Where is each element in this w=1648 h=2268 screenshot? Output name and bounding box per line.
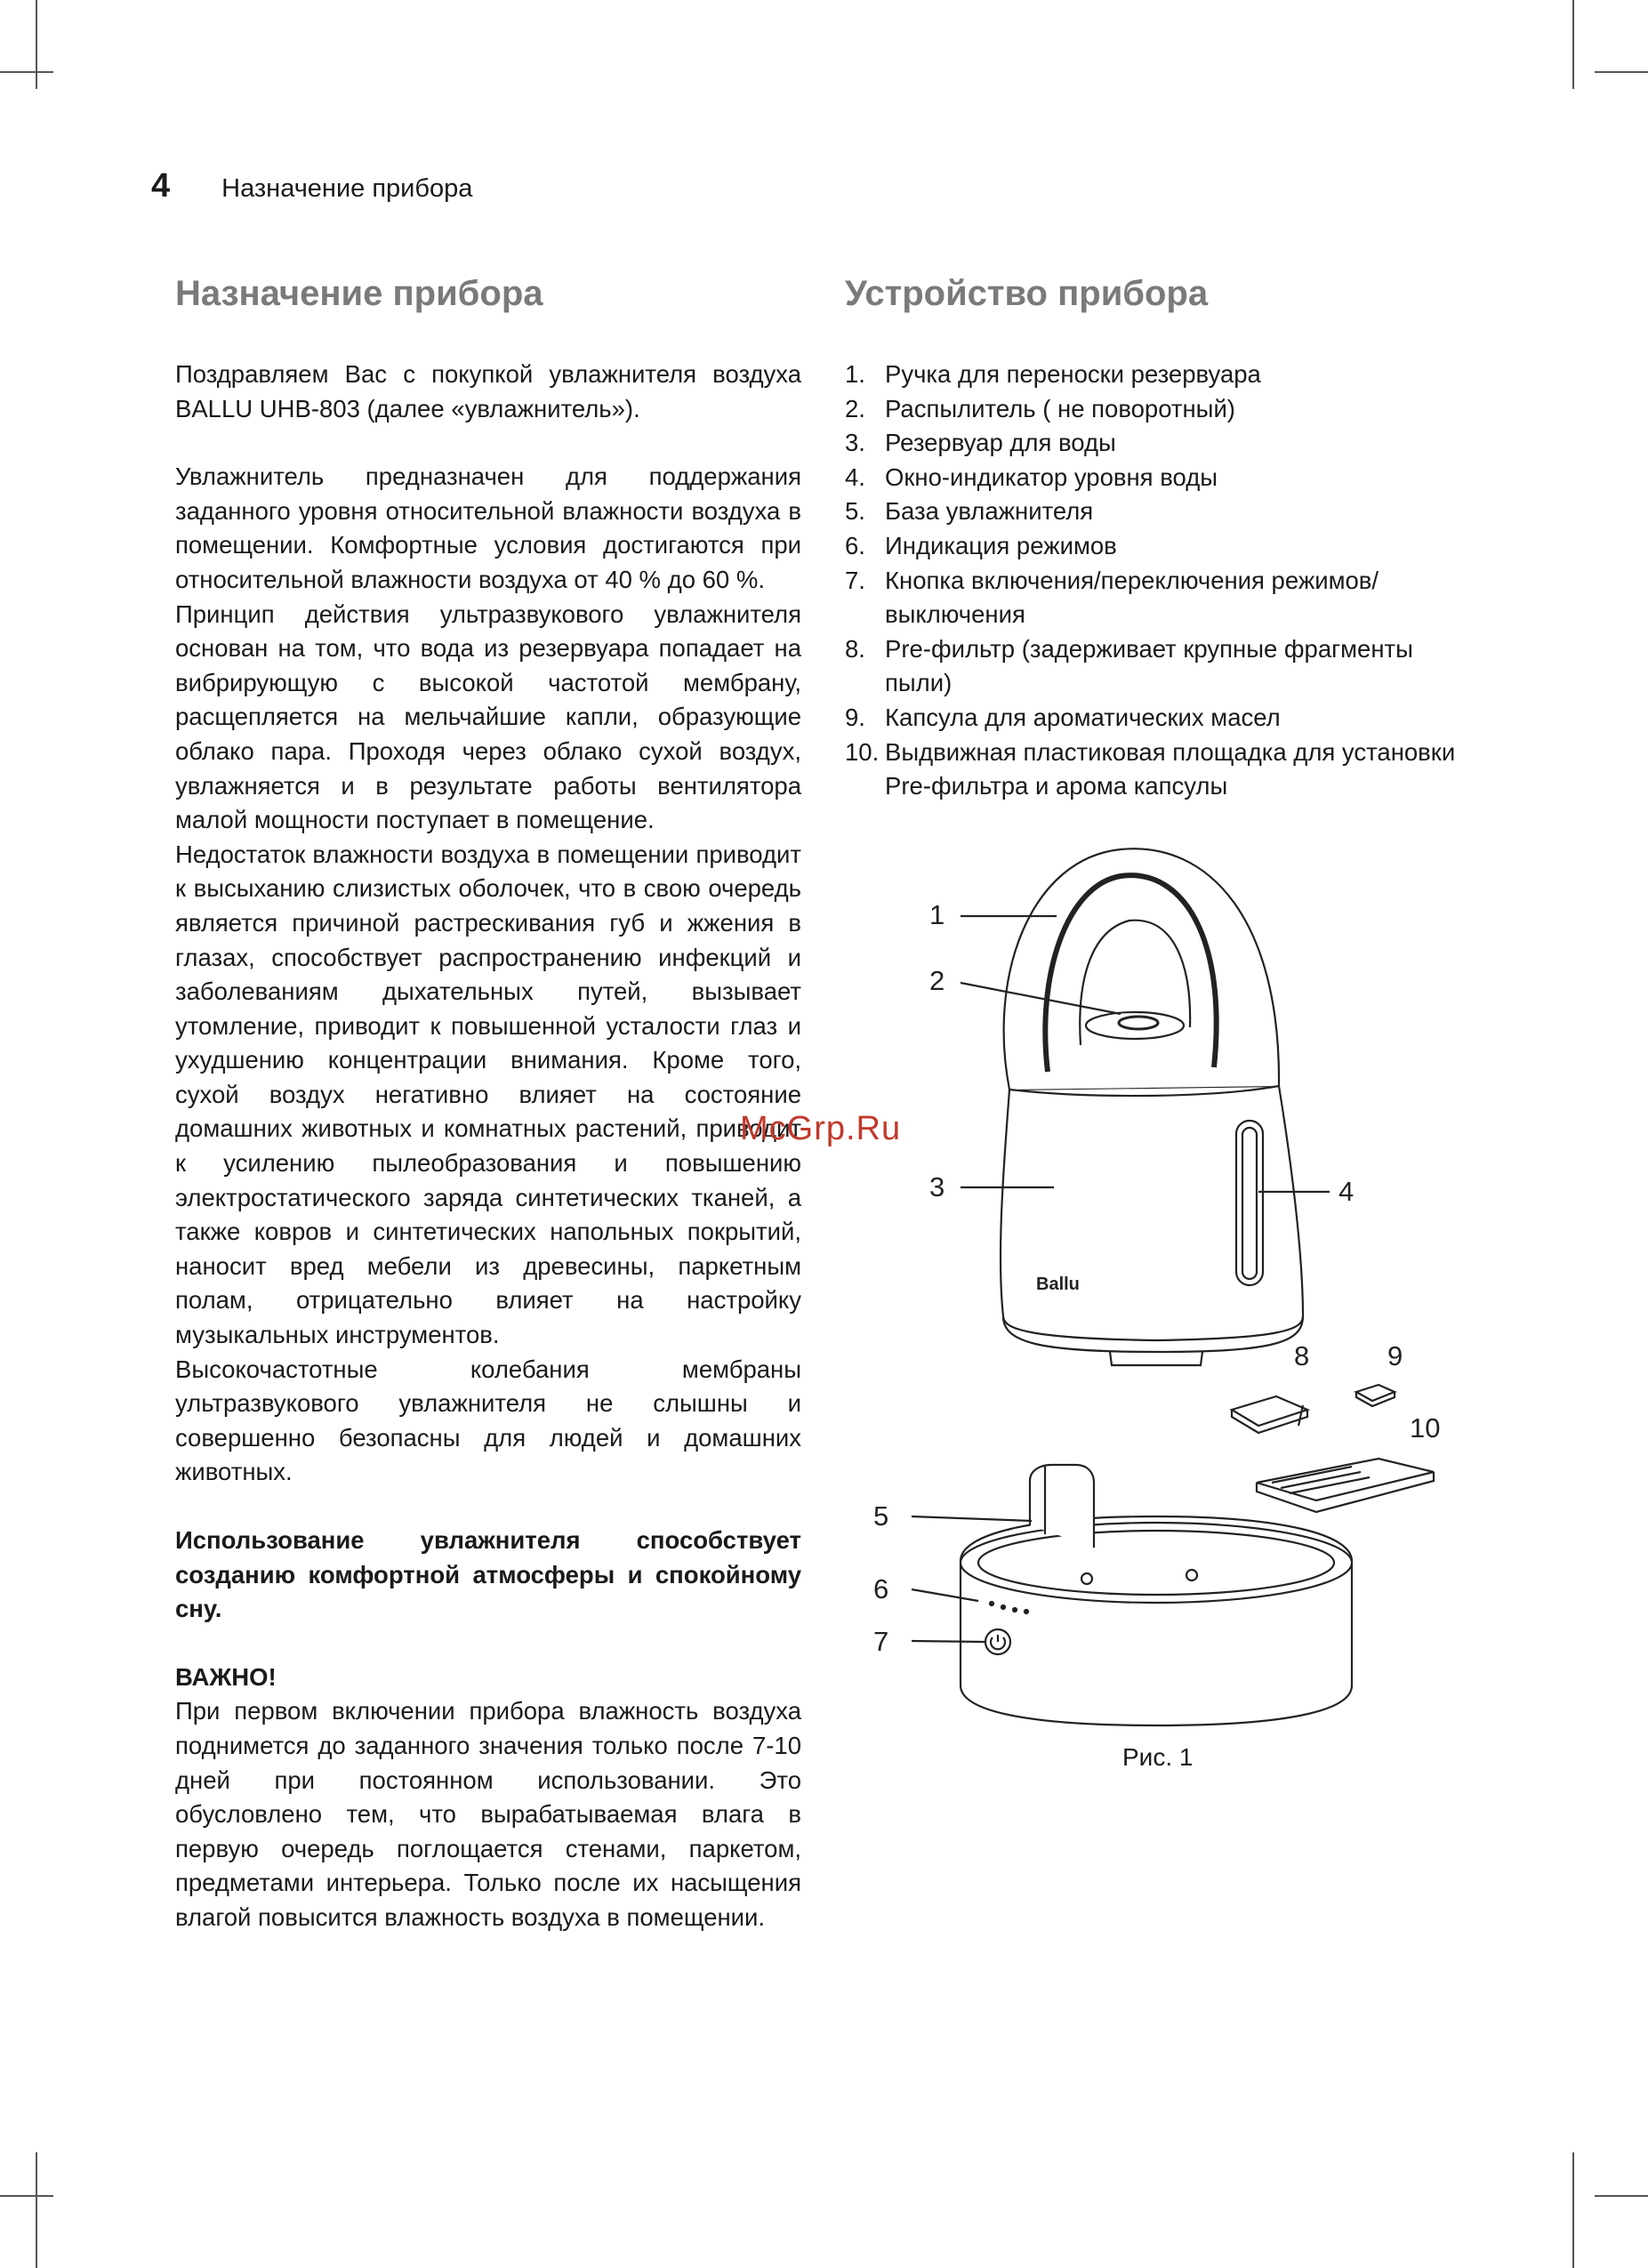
callout-label: 7: [873, 1626, 889, 1657]
list-item: 7. Кнопка включения/переключения режимов/ выключения: [845, 566, 1379, 629]
crop-mark: [36, 2152, 37, 2268]
paragraph-safety: Высокочастотные колебания мембраны ультразвукового увлажнителя не слышны и совершенно безопасны для людей и домашних животных.: [175, 1355, 801, 1486]
crop-mark: [1595, 2195, 1648, 2197]
callout-label: 4: [1338, 1176, 1355, 1207]
left-column: [175, 267, 801, 1935]
list-item: 5. База увлажнителя: [845, 497, 1094, 526]
device-figure: [854, 832, 1476, 1801]
callout-label: 8: [1294, 1340, 1310, 1371]
callout-label: 3: [929, 1171, 945, 1202]
list-item: 2. Распылитель ( не поворотный): [845, 394, 1235, 422]
brand-logo: Ballu: [1036, 1275, 1080, 1294]
crop-mark: [1572, 2152, 1574, 2268]
list-item: 1. Ручка для переноски резервуара: [845, 360, 1261, 388]
paragraph-principle: Принцип действия ультразвукового увлажнителя основан на том, что вода из резервуара попадает на вибрирующую с высокой частотой мембрану, расщепляется на мельчайшие капли, образующие облако пара. Проходя через облако сухой воздух, увлажняется и в результате работы вентилятора малой мощности поступает в помещение.: [175, 599, 801, 834]
list-item: 3. Резервуар для воды: [845, 429, 1116, 457]
callout-label: 9: [1387, 1340, 1403, 1371]
callout-label: 10: [1410, 1412, 1441, 1444]
paragraph-dry-air: Недостаток влажности воздуха в помещении приводит к высыханию слизистых оболочек, что в свою очередь является причиной растрескивания губ и жжения в глазах, способствует распространению инфекций и заболеваниям дыхательных путей, вызывает утомление, приводит к повышенной усталости глаз и ухудшению концентрации внимания. Кроме того, сухой воздух негативно влияет на состояние домашних животных и комнатных растений, приводит к усилению пылеобразования и повышению электростатического заряда синтетических тканей, а также ковров и синтетических напольных покрытий, наносит вред мебели из древесины, паркетным полам, отрицательно влияет на настройку музыкальных инструментов.: [175, 840, 801, 1349]
page-number: 4: [151, 167, 171, 205]
important-title: ВАЖНО!: [175, 1662, 277, 1691]
list-item: 4. Окно-индикатор уровня воды: [845, 462, 1218, 491]
callout-label: 5: [873, 1500, 889, 1532]
callout-label: 6: [873, 1573, 889, 1604]
list-item: 10. Выдвижная пластиковая площадка для установки Pre-фильтра и арома капсулы: [845, 737, 1456, 800]
right-column: [845, 267, 1467, 804]
section-heading-purpose: Назначение прибора: [175, 274, 543, 313]
paragraph-purpose: Увлажнитель предназначен для поддержания заданного уровня относительной влажности воздуха в помещении. Комфортные условия достигаются при относительной влажности воздуха от 40 % до 60 %.: [175, 462, 801, 593]
device-parts-list: [845, 358, 1467, 804]
page-header: [151, 167, 472, 212]
crop-mark: [36, 0, 37, 89]
crop-mark: [0, 71, 53, 73]
list-item: 8. Pre-фильтр (задерживает крупные фрагменты пыли): [845, 634, 1413, 697]
callout-label: 1: [929, 899, 945, 930]
list-item: 9. Капсула для ароматических масел: [845, 703, 1281, 731]
list-item: 6. Индикация режимов: [845, 531, 1117, 559]
paragraph-comfort: Использование увлажнителя способствует созданию комфортной атмосферы и спокойному сну.: [175, 1526, 801, 1623]
crop-mark: [1595, 71, 1648, 73]
watermark: McGrp.Ru: [740, 1110, 902, 1147]
callout-label: 2: [929, 965, 945, 996]
crop-mark: [1572, 0, 1574, 89]
running-title: Назначение прибора: [221, 174, 473, 203]
humidifier-illustration: [854, 832, 1476, 1801]
figure-caption: Рис. 1: [1122, 1743, 1194, 1771]
crop-mark: [0, 2195, 53, 2197]
section-heading-device: Устройство прибора: [845, 274, 1209, 313]
paragraph-intro: Поздравляем Вас с покупкой увлажнителя воздуха BALLU UHB-803 (далее «увлажнитель»).: [175, 360, 801, 422]
important-text: При первом включении прибора влажность воздуха поднимется до заданного значения только после 7-10 дней при постоянном использовании. Это обусловлено тем, что вырабатываемая влага в первую очередь поглощается стенами, паркетом, предметами интерьера. Только после их насыщения влагой повысится влажность воздуха в помещении.: [175, 1697, 801, 1931]
